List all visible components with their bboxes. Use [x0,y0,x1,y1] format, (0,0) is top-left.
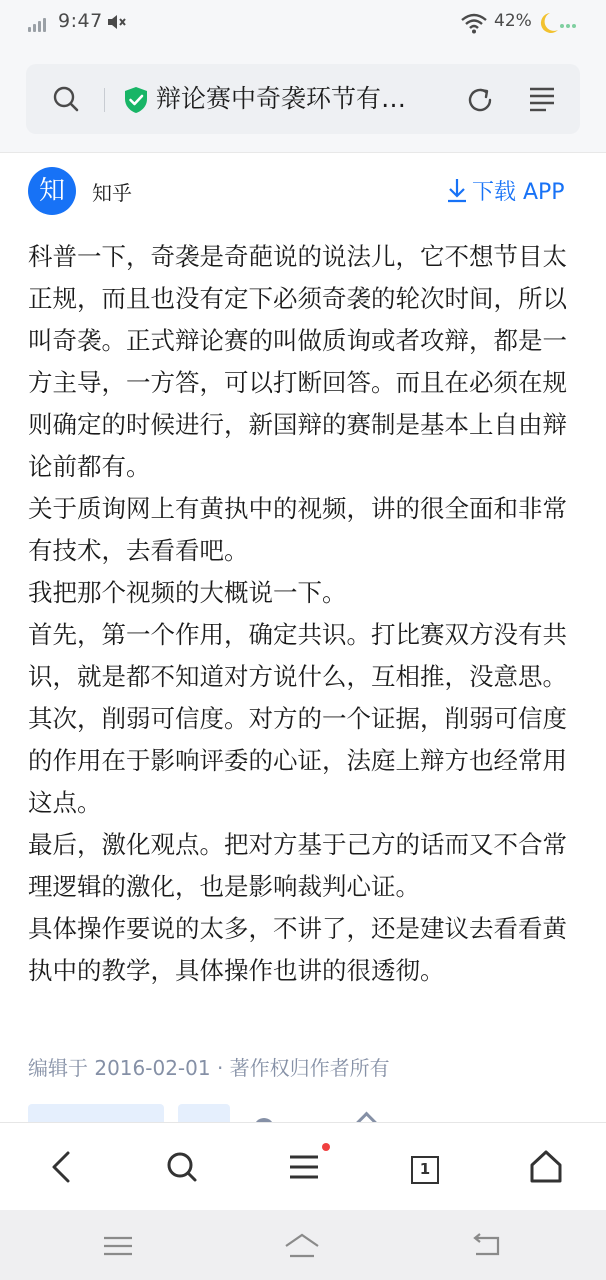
reader-menu-icon[interactable] [528,86,556,112]
reload-icon[interactable] [464,84,496,116]
page-title[interactable]: 辩论赛中奇袭环节有… [156,84,407,113]
site-name: 知乎 [92,181,132,205]
menu-icon[interactable] [284,1147,324,1187]
status-time: 9:47 [58,10,103,32]
system-nav-bar [0,1210,606,1280]
download-icon [446,177,468,203]
address-bar[interactable] [26,64,580,134]
status-bar [0,0,606,46]
paragraph: 科普一下，奇袭是奇葩说的说法儿，它不想节目太正规，而且也没有定下必须奇袭的轮次时间，所以叫奇袭。正式辩论赛的叫做质询或者攻辩，都是一方主导，一方答，可以打断回答。而且在必须在规则确定的时候进行，新国辩的赛制是基本上自由辩论前都有。 [28,242,567,481]
secure-shield-icon [123,86,149,114]
paragraph: 具体操作要说的太多，不讲了，还是建议去看看黄执中的教学，具体操作也讲的很透彻。 [28,914,567,985]
tabs-button[interactable]: 1 [411,1156,439,1184]
moon-icon [536,10,580,36]
download-app-link[interactable] [446,171,565,209]
answer-content [28,236,580,992]
paragraph: 关于质询网上有黄执中的视频，讲的很全面和非常有技术，去看看吧。 [28,494,567,565]
search-icon[interactable] [162,1147,202,1187]
mute-icon [106,12,128,32]
back-nav-icon[interactable] [466,1230,506,1262]
battery-level: 42% [494,11,532,31]
edit-meta: 编辑于 2016-02-01 · 著作权归作者所有 [28,1056,390,1080]
browser-toolbar [0,1122,606,1211]
paragraph: 我把那个视频的大概说一下。 [28,578,347,607]
paragraph: 最后，激化观点。把对方基于己方的话而又不合常理逻辑的激化，也是影响裁判心证。 [28,830,567,901]
notification-dot [322,1143,330,1151]
wifi-icon [460,12,488,34]
paragraph: 首先，第一个作用，确定共识。打比赛双方没有共识，就是都不知道对方说什么，互相推，没意思。 [28,620,567,691]
signal-icon [28,12,52,32]
address-divider [104,88,105,112]
site-header [0,152,606,229]
browser-address-area [0,46,606,152]
zhihu-logo[interactable]: 知 [28,167,76,215]
back-icon[interactable] [42,1147,82,1187]
download-label: 下载 APP [472,179,565,205]
recent-apps-icon[interactable] [98,1230,138,1262]
paragraph: 其次，削弱可信度。对方的一个证据，削弱可信度的作用在于影响评委的心证，法庭上辩方也经常用这点。 [28,704,567,817]
search-icon[interactable] [52,85,80,113]
home-nav-icon[interactable] [282,1230,322,1262]
home-icon[interactable] [526,1147,566,1187]
